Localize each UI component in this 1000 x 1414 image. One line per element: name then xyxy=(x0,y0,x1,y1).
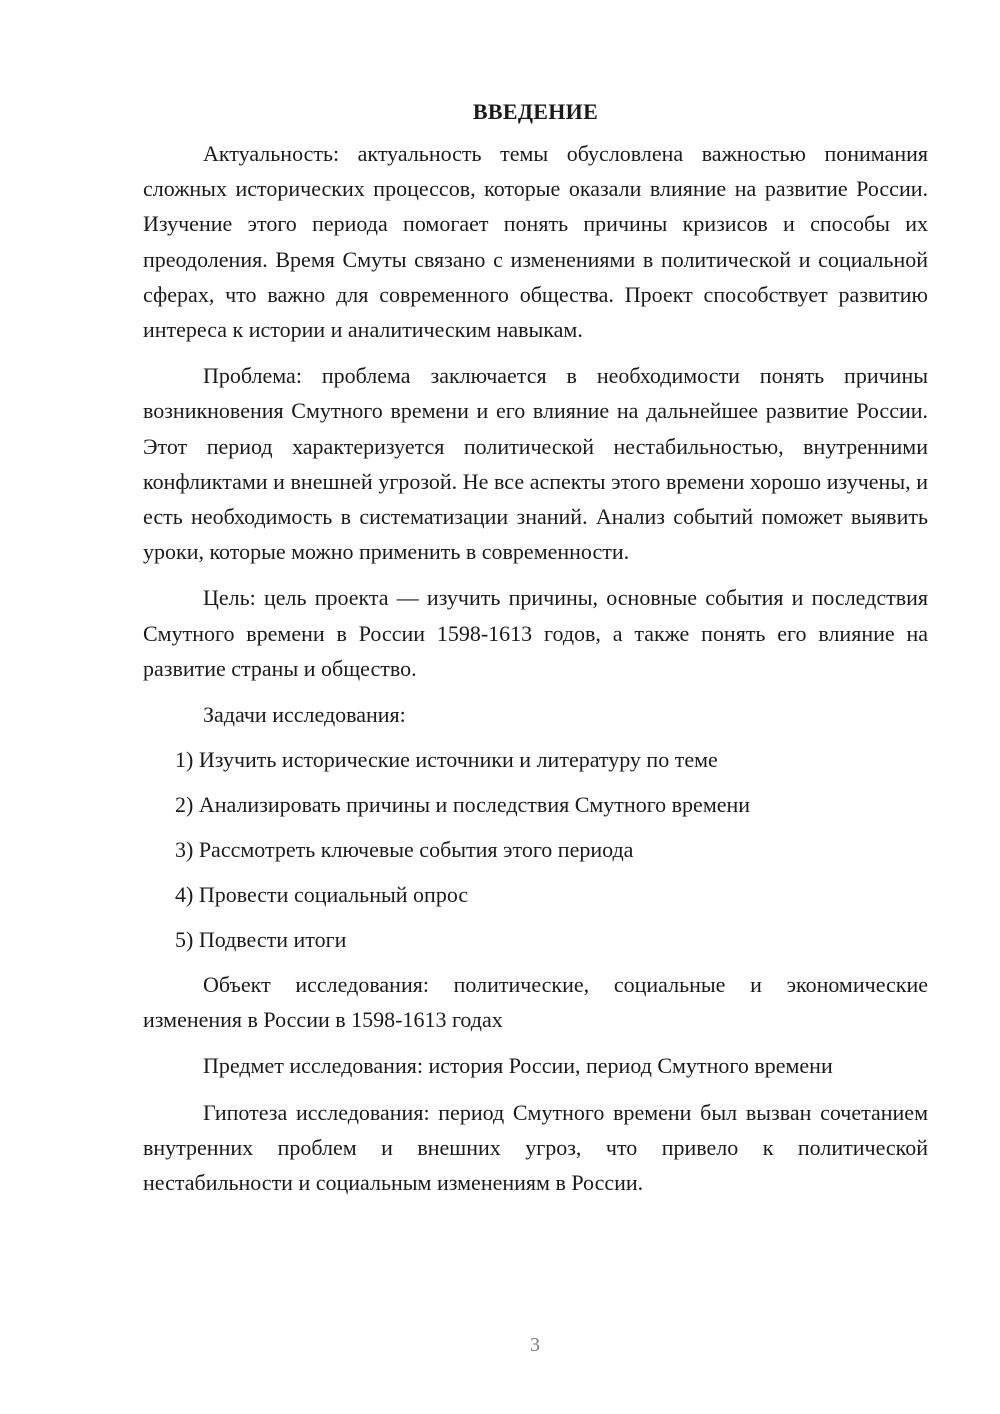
tasks-heading: Задачи исследования: xyxy=(203,702,406,728)
task-item: 2) Анализировать причины и последствия Смутного времени xyxy=(175,792,751,818)
task-item: 4) Провести социальный опрос xyxy=(175,882,469,908)
relevance-paragraph: Актуальность: актуальность темы обусловлена важностью понимания сложных исторических процессов, которые оказали влияние на развитие России. Изучение этого периода помогает понять причины кризисов и способы их преодоления. Время Смуты связано с изменениями в политической и социальной сферах, что важно для современного общества. Проект способствует развитию интереса к истории и аналитическим навыкам. xyxy=(143,141,928,343)
document-page xyxy=(143,90,928,1200)
problem-paragraph: Проблема: проблема заключается в необходимости понять причины возникновения Смутного времени и его влияние на дальнейшее развитие России. Этот период характеризуется политической нестабильностью, внутренними конфликтами и внешней угрозой. Не все аспекты этого времени хорошо изучены, и есть необходимость в систематизации знаний. Анализ событий поможет выявить уроки, которые можно применить в современности. xyxy=(143,363,928,565)
research-subject-paragraph: Предмет исследования: история России, период Смутного времени xyxy=(203,1053,833,1079)
task-item: 1) Изучить исторические источники и литературу по теме xyxy=(175,747,718,773)
goal-paragraph: Цель: цель проекта — изучить причины, основные события и последствия Смутного времени в России 1598-1613 годов, а также понять его влияние на развитие страны и общество. xyxy=(143,585,928,681)
page-number: 3 xyxy=(530,1334,540,1356)
task-item: 3) Рассмотреть ключевые события этого периода xyxy=(175,837,634,863)
tasks-list xyxy=(143,742,928,957)
document-title: ВВЕДЕНИЕ xyxy=(472,99,599,124)
research-object-paragraph: Объект исследования: политические, социальные и экономические изменения в России в 1598-1613 годах xyxy=(143,972,928,1033)
task-item: 5) Подвести итоги xyxy=(175,927,347,953)
hypothesis-paragraph: Гипотеза исследования: период Смутного времени был вызван сочетанием внутренних проблем и внешних угроз, что привело к политической нестабильности и социальным изменениям в России. xyxy=(143,1099,928,1196)
